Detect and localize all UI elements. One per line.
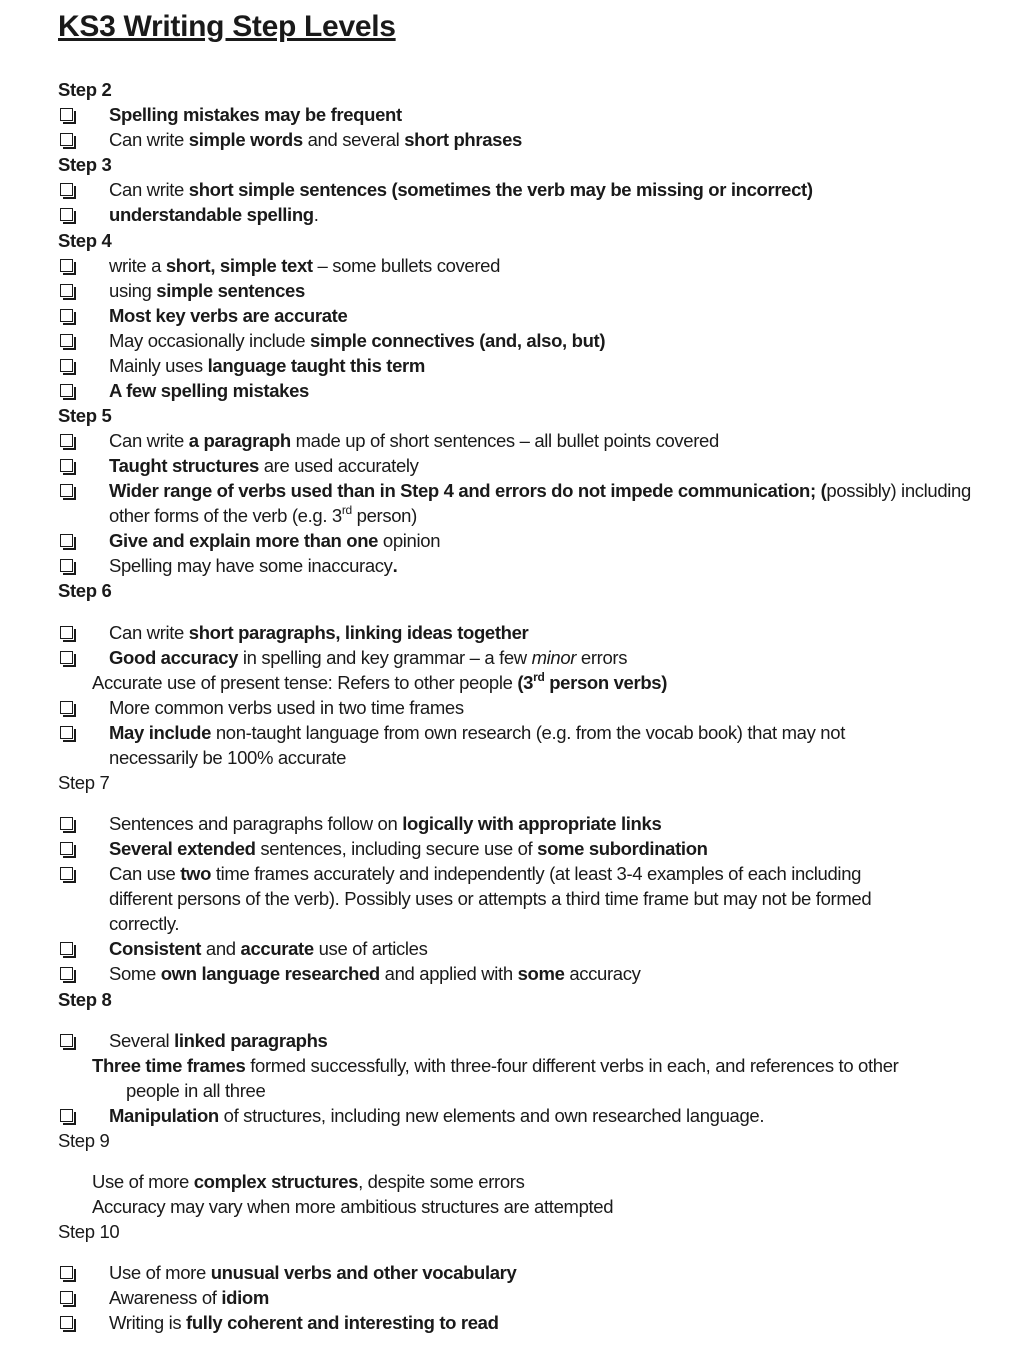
line-text: , despite some errors (358, 1171, 525, 1192)
checkbox-bullet-icon (60, 259, 73, 272)
step-heading (0, 578, 111, 603)
emphasis-text: rd (533, 669, 545, 684)
emphasis-text: (3 (517, 672, 534, 693)
criterion-note (0, 1194, 613, 1219)
emphasis-text: a paragraph (188, 430, 291, 451)
criterion-item (0, 1310, 499, 1335)
checkbox-bullet-icon (60, 459, 73, 472)
criterion-item (0, 428, 719, 453)
line-text: Spelling may have some inaccuracy (109, 555, 393, 576)
checkbox-bullet-icon (60, 1316, 73, 1329)
line-text: correctly. (109, 913, 180, 934)
line-text: Can write (109, 622, 189, 643)
emphasis-text: . (392, 555, 398, 576)
step-heading (0, 987, 111, 1012)
checkbox-bullet-icon (60, 651, 73, 664)
criterion-item (0, 127, 522, 152)
emphasis-text: Three time frames (92, 1055, 246, 1076)
step-heading (0, 152, 111, 177)
criterion-item (0, 278, 305, 303)
line-text: different persons of the verb). Possibly uses or attempts a third time frame but may not be formed (109, 888, 872, 909)
checkbox-bullet-icon (60, 108, 73, 121)
criterion-item (0, 378, 309, 403)
checkbox-bullet-icon (60, 133, 73, 146)
line-text: Mainly uses (109, 355, 208, 376)
criterion-item (0, 1103, 764, 1128)
emphasis-text: Several extended (109, 838, 256, 859)
checkbox-bullet-icon (60, 334, 73, 347)
checkbox-bullet-icon (60, 817, 73, 830)
criterion-item (0, 353, 425, 378)
line-text: Step 8 (58, 989, 112, 1010)
emphasis-text: Taught structures (109, 455, 259, 476)
line-text: Step 7 (58, 772, 110, 793)
emphasis-text: person verbs) (544, 672, 668, 693)
criterion-item (0, 528, 440, 553)
line-text: made up of short sentences – all bullet points covered (290, 430, 719, 451)
criterion-item (0, 1285, 269, 1310)
criterion-note (0, 1169, 525, 1194)
emphasis-text: unusual verbs and other vocabulary (210, 1262, 517, 1283)
checkbox-bullet-icon (60, 309, 73, 322)
checkbox-bullet-icon (60, 726, 73, 739)
step-heading (0, 770, 109, 795)
line-text: Step 9 (58, 1130, 110, 1151)
emphasis-text: simple connectives (and, also, but) (310, 330, 606, 351)
checkbox-bullet-icon (60, 284, 73, 297)
emphasis-text: own language researched (160, 963, 380, 984)
line-text: Use of more (109, 1262, 211, 1283)
line-text: Several (109, 1030, 175, 1051)
emphasis-text: May include (109, 722, 212, 743)
line-text: use of articles (313, 938, 428, 959)
criterion-continuation (0, 745, 346, 770)
checkbox-bullet-icon (60, 183, 73, 196)
criterion-item (0, 620, 528, 645)
checkbox-bullet-icon (60, 1291, 73, 1304)
line-text: and several (302, 129, 405, 150)
line-text: Accurate use of present tense: Refers to other people (92, 672, 518, 693)
line-text: using (109, 280, 157, 301)
checkbox-bullet-icon (60, 359, 73, 372)
line-text: More common verbs used in two time frames (109, 697, 464, 718)
checkbox-bullet-icon (60, 208, 73, 221)
criterion-item (0, 303, 347, 328)
criterion-item (0, 645, 627, 670)
checkbox-bullet-icon (60, 384, 73, 397)
line-text: sentences, including secure use of (255, 838, 538, 859)
emphasis-text: short phrases (404, 129, 522, 150)
emphasis-text: short paragraphs, linking ideas together (188, 622, 529, 643)
step-heading (0, 77, 111, 102)
emphasis-text: A few spelling mistakes (109, 380, 309, 401)
criterion-item (0, 1260, 516, 1285)
emphasis-text: Good accuracy (109, 647, 239, 668)
line-text: person) (351, 505, 417, 526)
line-text: other forms of the verb (e.g. 3 (109, 505, 342, 526)
criterion-continuation (0, 1078, 265, 1103)
criterion-item (0, 102, 402, 127)
line-text: of structures, including new elements and own researched language. (218, 1105, 765, 1126)
line-text: Step 10 (58, 1221, 120, 1242)
emphasis-text: simple sentences (156, 280, 305, 301)
emphasis-text: Spelling mistakes may be frequent (109, 104, 402, 125)
criterion-item (0, 202, 319, 227)
criterion-item (0, 836, 708, 861)
criterion-item (0, 720, 845, 745)
emphasis-text: linked paragraphs (174, 1030, 328, 1051)
line-text: rd (341, 502, 352, 517)
line-text: necessarily be 100% accurate (109, 747, 347, 768)
checkbox-bullet-icon (60, 484, 73, 497)
line-text: formed successfully, with three-four different verbs in each, and references to other (245, 1055, 899, 1076)
line-text: May occasionally include (109, 330, 311, 351)
checkbox-bullet-icon (60, 967, 73, 980)
line-text: Can write (109, 129, 189, 150)
emphasis-text: short simple sentences (sometimes the verb may be missing or incorrect) (188, 179, 813, 200)
criterion-item (0, 811, 661, 836)
criterion-item (0, 1028, 327, 1053)
line-text: possibly) including (826, 480, 971, 501)
criterion-continuation (0, 886, 871, 911)
line-text: Sentences and paragraphs follow on (109, 813, 403, 834)
checkbox-bullet-icon (60, 1109, 73, 1122)
line-text: in spelling and key grammar – a few (238, 647, 532, 668)
criterion-item (0, 553, 397, 578)
emphasis-text: two (180, 863, 212, 884)
checkbox-bullet-icon (60, 701, 73, 714)
step-heading (0, 1219, 119, 1244)
checkbox-bullet-icon (60, 434, 73, 447)
criterion-item (0, 453, 419, 478)
checkbox-bullet-icon (60, 1034, 73, 1047)
line-text: accuracy (564, 963, 641, 984)
line-text: Step 2 (58, 79, 112, 100)
emphasis-text: Most key verbs are accurate (109, 305, 348, 326)
checkbox-bullet-icon (60, 942, 73, 955)
emphasis-text: complex structures (193, 1171, 359, 1192)
emphasis-text: understandable spelling (109, 204, 314, 225)
checkbox-bullet-icon (60, 842, 73, 855)
emphasis-text: idiom (221, 1287, 269, 1308)
criterion-item (0, 253, 500, 278)
line-text: write a (109, 255, 166, 276)
criterion-note (0, 1053, 898, 1078)
line-text: Some (109, 963, 161, 984)
emphasis-text: simple words (188, 129, 303, 150)
line-text: Can write (109, 179, 189, 200)
line-text: Step 4 (58, 230, 112, 251)
criterion-note (0, 670, 667, 695)
criterion-item (0, 961, 641, 986)
line-text: – some bullets covered (312, 255, 501, 276)
criterion-continuation (0, 503, 417, 528)
criterion-item (0, 861, 861, 886)
emphasis-text: language taught this term (207, 355, 426, 376)
emphasis-text: some subordination (537, 838, 708, 859)
line-text: Awareness of (109, 1287, 222, 1308)
line-text: Can use (109, 863, 181, 884)
line-text: and (201, 938, 241, 959)
criterion-item (0, 328, 605, 353)
line-text: Accuracy may vary when more ambitious structures are attempted (92, 1196, 614, 1217)
line-text: Step 5 (58, 405, 112, 426)
emphasis-text: accurate (240, 938, 314, 959)
emphasis-text: Consistent (109, 938, 202, 959)
line-text: errors (576, 647, 628, 668)
line-text: . (313, 204, 319, 225)
checkbox-bullet-icon (60, 626, 73, 639)
emphasis-text: short, simple text (165, 255, 313, 276)
line-text: and applied with (379, 963, 518, 984)
line-text: minor (531, 647, 577, 668)
checkbox-bullet-icon (60, 559, 73, 572)
emphasis-text: Manipulation (109, 1105, 219, 1126)
emphasis-text: logically with appropriate links (402, 813, 662, 834)
step-heading (0, 228, 111, 253)
page-title: KS3 Writing Step Levels (58, 10, 396, 43)
criterion-continuation (0, 911, 179, 936)
criterion-item (0, 695, 464, 720)
emphasis-text: Give and explain more than one (109, 530, 379, 551)
line-text: opinion (378, 530, 441, 551)
checkbox-bullet-icon (60, 867, 73, 880)
line-text: Step 3 (58, 154, 112, 175)
line-text: Can write (109, 430, 189, 451)
criterion-item (0, 936, 428, 961)
checkbox-bullet-icon (60, 534, 73, 547)
checkbox-bullet-icon (60, 1266, 73, 1279)
criterion-item (0, 177, 813, 202)
line-text: people in all three (126, 1080, 266, 1101)
line-text: non-taught language from own research (e.g. from the vocab book) that may not (211, 722, 845, 743)
emphasis-text: Wider range of verbs used than in Step 4 and errors do not impede communication; ( (109, 480, 827, 501)
line-text: are used accurately (258, 455, 419, 476)
step-heading (0, 1128, 109, 1153)
line-text: Use of more (92, 1171, 194, 1192)
criterion-item (0, 478, 971, 503)
step-heading (0, 403, 111, 428)
line-text: time frames accurately and independently (at least 3-4 examples of each including (211, 863, 862, 884)
emphasis-text: some (517, 963, 565, 984)
line-text: Writing is (109, 1312, 187, 1333)
line-text: Step 6 (58, 580, 112, 601)
emphasis-text: fully coherent and interesting to read (186, 1312, 499, 1333)
